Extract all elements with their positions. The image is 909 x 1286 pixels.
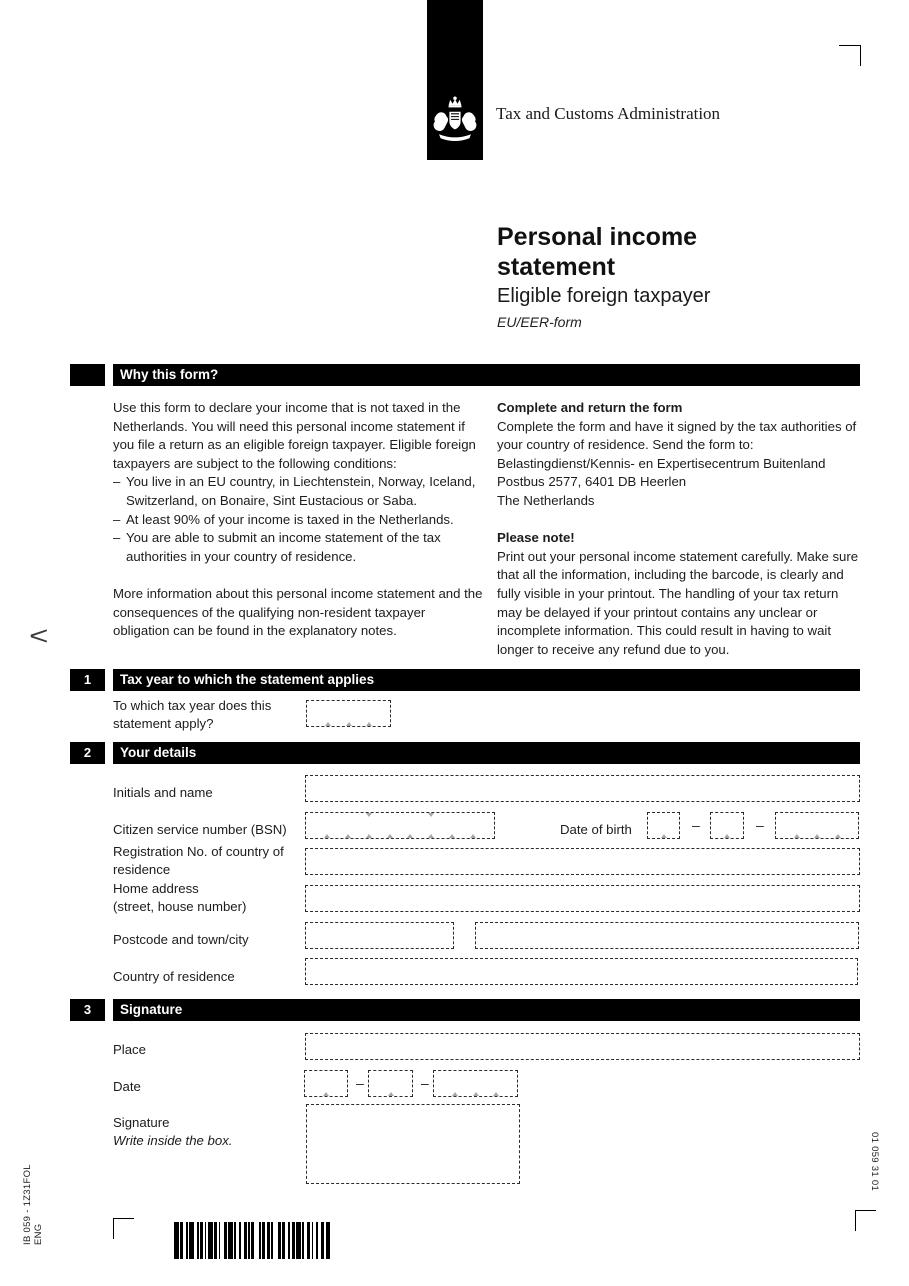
date-label: Date — [113, 1079, 141, 1094]
dob-day-input[interactable] — [647, 812, 680, 839]
complete-return-heading: Complete and return the form — [497, 400, 683, 415]
place-input[interactable] — [305, 1033, 860, 1060]
page-title — [497, 222, 697, 282]
signature-hint: Write inside the box. — [113, 1133, 233, 1148]
postcode-town-label: Postcode and town/city — [113, 932, 249, 947]
home-address-label — [113, 880, 301, 916]
tax-year-input[interactable] — [306, 700, 391, 727]
page-title-line2: statement — [497, 253, 616, 281]
condition-item: – You are able to submit an income statement of the tax authorities in your country of residence. — [113, 530, 441, 564]
return-address — [497, 455, 863, 511]
initials-name-label: Initials and name — [113, 785, 213, 800]
signature-label-group — [113, 1114, 301, 1150]
return-address-line: Postbus 2577, 6401 DB Heerlen — [497, 474, 687, 490]
why-left-column — [113, 399, 485, 641]
crop-mark-top-right — [839, 45, 861, 66]
country-residence-label: Country of residence — [113, 969, 235, 984]
home-address-label-line2: (street, house number) — [113, 899, 247, 914]
date-month-input[interactable] — [368, 1070, 413, 1097]
bsn-input[interactable] — [305, 812, 495, 839]
date-dash1: – — [356, 1075, 364, 1091]
country-residence-input[interactable] — [305, 958, 858, 985]
why-section-title: Why this form? — [113, 364, 860, 386]
registration-no-input[interactable] — [305, 848, 860, 875]
dob-dash2: – — [756, 817, 764, 833]
fold-mark: < — [29, 622, 49, 651]
please-note-heading: Please note! — [497, 530, 575, 546]
place-label: Place — [113, 1042, 146, 1057]
town-city-input[interactable] — [475, 922, 859, 949]
barcode — [174, 1222, 374, 1259]
date-dash2: – — [421, 1075, 429, 1091]
page-title-line1: Personal income — [497, 223, 698, 251]
return-address-line: The Netherlands — [497, 492, 595, 508]
section2-number: 2 — [70, 742, 105, 764]
coat-of-arms-icon — [431, 94, 479, 152]
section3-number: 3 — [70, 999, 105, 1021]
form-type-label: EU/EER-form — [497, 314, 582, 330]
date-day-input[interactable] — [304, 1070, 348, 1097]
postcode-input[interactable] — [305, 922, 454, 949]
dob-dash1: – — [692, 817, 700, 833]
dob-year-input[interactable] — [775, 812, 859, 839]
return-address-line: Belastingdienst/Kennis- en Expertisecentrum Buitenland — [497, 455, 826, 471]
section1-title: Tax year to which the statement applies — [113, 669, 860, 691]
tax-year-question-label: To which tax year does this statement apply? — [113, 698, 272, 731]
page-subtitle: Eligible foreign taxpayer — [497, 285, 711, 307]
complete-return-body: Complete the form and have it signed by the tax authorities of your country of residence. Send the form to: — [497, 418, 857, 453]
signature-input[interactable] — [306, 1104, 520, 1184]
please-note-body: Print out your personal income statement carefully. Make sure that all the information, including the barcode, is clearly and fully visible in your printout. The handling of your tax return may be delayed if your printout contains any unclear or incomplete information. This could result in having to wait longer to receive any refund due to you. — [497, 548, 859, 657]
form-code-right: 01 059 31 01 — [869, 1132, 880, 1192]
signature-label: Signature — [113, 1115, 170, 1130]
crop-mark-bottom-left — [113, 1218, 134, 1239]
bsn-label: Citizen service number (BSN) — [113, 822, 287, 837]
why-more-info-text: More information about this personal income statement and the consequences of the qualifying non-resident taxpayer obligation can be found in the explanatory notes. — [113, 585, 483, 639]
section2-title: Your details — [113, 742, 860, 764]
org-name: Tax and Customs Administration — [496, 104, 721, 123]
why-section-number-box — [70, 364, 105, 386]
condition-item: – You live in an EU country, in Liechtenstein, Norway, Iceland, Switzerland, on Bonaire, Sint Eustacious or Saba. — [113, 474, 476, 508]
rijksoverheid-logo-block — [427, 0, 483, 160]
registration-no-label: Registration No. of country of residence — [113, 844, 284, 877]
condition-item: – At least 90% of your income is taxed in the Netherlands. — [113, 511, 454, 527]
home-address-label-line1: Home address — [113, 881, 199, 896]
why-intro-text: Use this form to declare your income that is not taxed in the Netherlands. You will need this personal income statement if you file a return as an eligible foreign taxpayer. Eligible foreign taxpayers are subject to the following conditions: — [113, 400, 476, 471]
home-address-input[interactable] — [305, 885, 860, 912]
form-code-left: IB 059 - 1Z31FOL ENG — [22, 1164, 44, 1245]
initials-name-input[interactable] — [305, 775, 860, 802]
why-right-column — [497, 399, 863, 659]
section3-title: Signature — [113, 999, 860, 1021]
dob-month-input[interactable] — [710, 812, 744, 839]
date-year-input[interactable] — [433, 1070, 518, 1097]
dob-label: Date of birth — [560, 822, 632, 837]
crop-mark-bottom-right — [855, 1210, 876, 1231]
section1-number: 1 — [70, 669, 105, 691]
why-conditions-list — [113, 473, 485, 566]
